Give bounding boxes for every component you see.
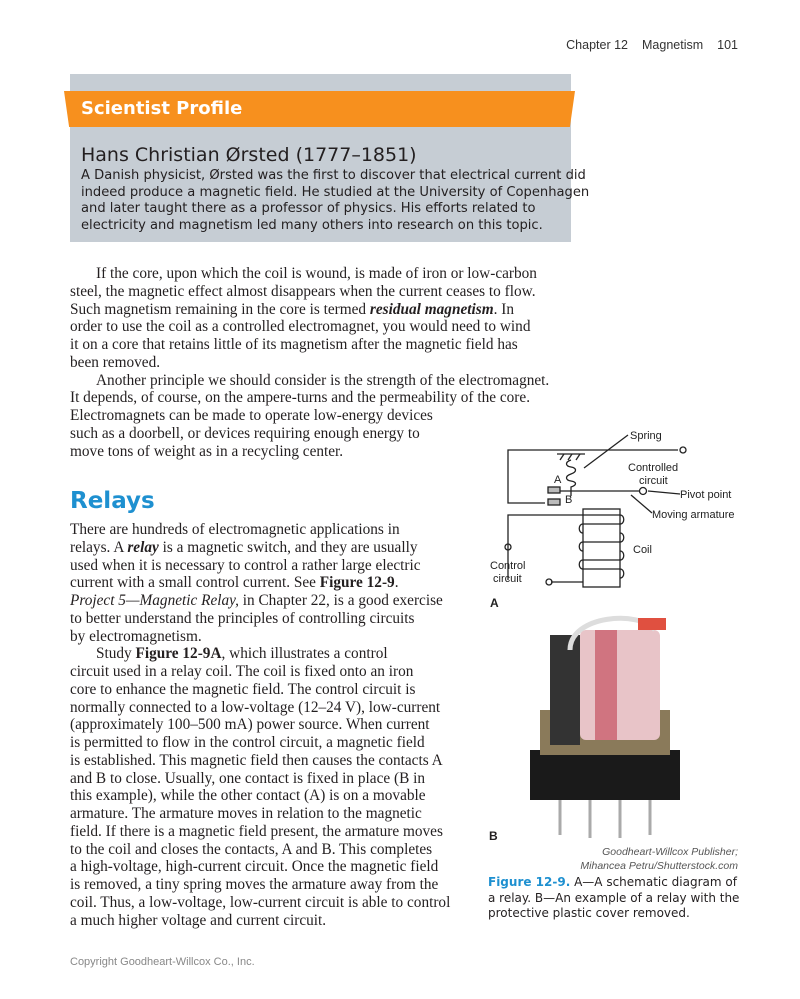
text-segment: steel, the magnetic effect almost disappears when the current ceases to flow.: [70, 282, 536, 300]
text-line: [70, 521, 450, 539]
section-heading-relays: Relays: [70, 488, 155, 514]
text-line: [70, 372, 549, 390]
text-line: [70, 539, 450, 557]
relay-schematic-diagram: [480, 420, 780, 620]
text-line: [70, 318, 549, 336]
profile-line: electricity and magnetism led many others into research on this topic.: [81, 217, 543, 233]
text-line: [70, 389, 549, 407]
copyright-footer: Copyright Goodheart-Willcox Co., Inc.: [70, 956, 255, 968]
emphasized-term: Figure 12-9A: [135, 645, 222, 663]
profile-line: and later taught there as a professor of physics. His efforts related to: [81, 201, 536, 217]
text-segment: by electromagnetism.: [70, 627, 202, 645]
text-line: [70, 805, 450, 823]
label-pivot-point: Pivot point: [680, 489, 732, 501]
text-line: [70, 407, 549, 425]
text-line: [70, 592, 450, 610]
text-segment: in Chapter 22, is a good exercise: [238, 592, 443, 609]
text-line: [70, 557, 450, 575]
photo-credit: Goodheart-Willcox Publisher;: [602, 846, 738, 858]
text-line: [70, 574, 450, 592]
label-control-circuit-2: circuit: [493, 573, 522, 585]
text-segment: and B to close. Usually, one contact is fixed in place (B in: [70, 769, 425, 787]
text-line: [70, 354, 549, 372]
label-moving-armature: Moving armature: [652, 509, 735, 521]
text-segment: a high-voltage, high-current circuit. Once the magnetic field: [70, 858, 439, 876]
text-line: [70, 912, 450, 930]
text-segment: coil. Thus, a low-voltage, low-current circuit is able to control: [70, 893, 451, 911]
panel-label-a: A: [490, 596, 499, 610]
panel-label-b: B: [489, 829, 498, 843]
label-coil: Coil: [633, 544, 652, 556]
running-head: [552, 38, 738, 52]
text-line: [70, 283, 549, 301]
text-line: [70, 841, 450, 859]
profile-label: Scientist Profile: [81, 98, 243, 119]
label-spring: Spring: [630, 430, 662, 442]
text-segment: a much higher voltage and current circuit.: [70, 911, 327, 929]
label-controlled-circuit-2: circuit: [639, 475, 668, 487]
text-line: [70, 699, 450, 717]
text-segment: Another principle we should consider is the strength of the electromagnet.: [96, 371, 550, 389]
text-segment: circuit used in a relay coil. The coil is fixed onto an iron: [70, 663, 414, 680]
text-segment: used when it is necessary to control a rather large electric: [70, 556, 421, 574]
text-line: [70, 443, 549, 461]
label-controlled-circuit: Controlled: [628, 462, 679, 474]
text-line: [70, 610, 450, 628]
text-line: [70, 628, 450, 646]
relay-photo: [520, 610, 690, 840]
text-segment: If the core, upon which the coil is wound, is made of iron or low-carbon: [96, 265, 537, 282]
text-segment: order to use the coil as a controlled electromagnet, you would need to wind: [70, 318, 531, 336]
emphasized-term: residual magnetism: [369, 300, 494, 318]
text-segment: Study: [96, 645, 136, 663]
text-segment: is established. This magnetic field then causes the contacts A: [70, 751, 443, 769]
body-text-intro: [70, 265, 549, 460]
label-control-circuit: Control: [490, 560, 526, 572]
coil-core: [583, 509, 620, 587]
text-line: [70, 425, 549, 443]
text-line: [70, 770, 450, 788]
emphasized-term: relay: [127, 538, 159, 556]
profile-body: [81, 168, 590, 234]
chapter-title: Magnetism: [642, 38, 704, 52]
figure-caption: [488, 875, 748, 922]
text-line: [70, 716, 450, 734]
text-segment: core to enhance the magnetic field. The control circuit is: [70, 680, 416, 698]
chapter-number: Chapter 12: [566, 38, 628, 52]
profile-line: A Danish physicist, Ørsted was the first to discover that electrical current did: [81, 168, 586, 183]
page-number: 101: [717, 38, 738, 52]
text-segment: field. If there is a magnetic field present, the armature moves: [70, 822, 443, 840]
caption-text: A—A schematic diagram of a relay. B—An example of a relay with the protective plastic cover removed.: [488, 875, 740, 920]
body-text-relays: [70, 521, 450, 929]
text-segment: move tons of weight as in a recycling center.: [70, 442, 344, 460]
text-segment: normally connected to a low-voltage (12–24 V), low-current: [70, 698, 441, 716]
label-contact-a: A: [554, 474, 562, 486]
text-line: [70, 823, 450, 841]
label-contact-b: B: [565, 494, 573, 506]
text-segment: been removed.: [70, 353, 161, 371]
text-line: [70, 301, 549, 319]
text-segment: to better understand the principles of controlling circuits: [70, 609, 415, 627]
text-line: [70, 681, 450, 699]
text-segment: is a magnetic switch, and they are usually: [158, 538, 418, 556]
text-segment: Electromagnets can be made to operate low-energy devices: [70, 407, 433, 424]
text-segment: current with a small control current. See: [70, 574, 320, 592]
text-segment: .: [394, 574, 399, 592]
text-line: [70, 265, 549, 283]
text-segment: armature. The armature moves in relation to the magnetic: [70, 805, 422, 822]
text-line: [70, 752, 450, 770]
text-line: [70, 663, 450, 681]
emphasized-term: Figure 12-9: [319, 574, 395, 592]
text-segment: , which illustrates a control: [221, 645, 388, 663]
text-line: [70, 858, 450, 876]
profile-line: indeed produce a magnetic field. He studied at the University of Copenhagen: [81, 184, 590, 200]
text-segment: this example), while the other contact (A) is on a movable: [70, 787, 426, 805]
text-segment: such as a doorbell, or devices requiring enough energy to: [70, 424, 420, 442]
text-segment: It depends, of course, on the ampere-turns and the permeability of the core.: [70, 389, 531, 407]
text-line: [70, 336, 549, 354]
text-segment: (approximately 100–500 mA) power source. When current: [70, 716, 430, 734]
text-line: [70, 894, 450, 912]
pivot-point: [640, 488, 647, 495]
text-segment: relays. A: [70, 538, 128, 556]
text-line: [70, 645, 450, 663]
caption-label: Figure 12-9.: [488, 875, 571, 889]
text-segment: to the coil and closes the contacts, A and B. This completes: [70, 840, 433, 858]
text-segment: it on a core that retains little of its magnetism after the magnetic field has: [70, 336, 518, 353]
photo-credit-2: Mihancea Petru/Shutterstock.com: [580, 860, 738, 872]
text-segment: is removed, a tiny spring moves the armature away from the: [70, 876, 439, 893]
text-segment: is permitted to flow in the control circuit, a magnetic field: [70, 734, 425, 751]
text-line: [70, 787, 450, 805]
text-segment: Such magnetism remaining in the core is termed: [70, 300, 370, 318]
text-line: [70, 876, 450, 894]
text-segment: . In: [493, 300, 514, 318]
emphasized-term: Project 5—Magnetic Relay,: [70, 592, 239, 609]
text-line: [70, 734, 450, 752]
profile-name: Hans Christian Ørsted (1777–1851): [81, 144, 417, 166]
text-segment: There are hundreds of electromagnetic applications in: [70, 521, 400, 538]
